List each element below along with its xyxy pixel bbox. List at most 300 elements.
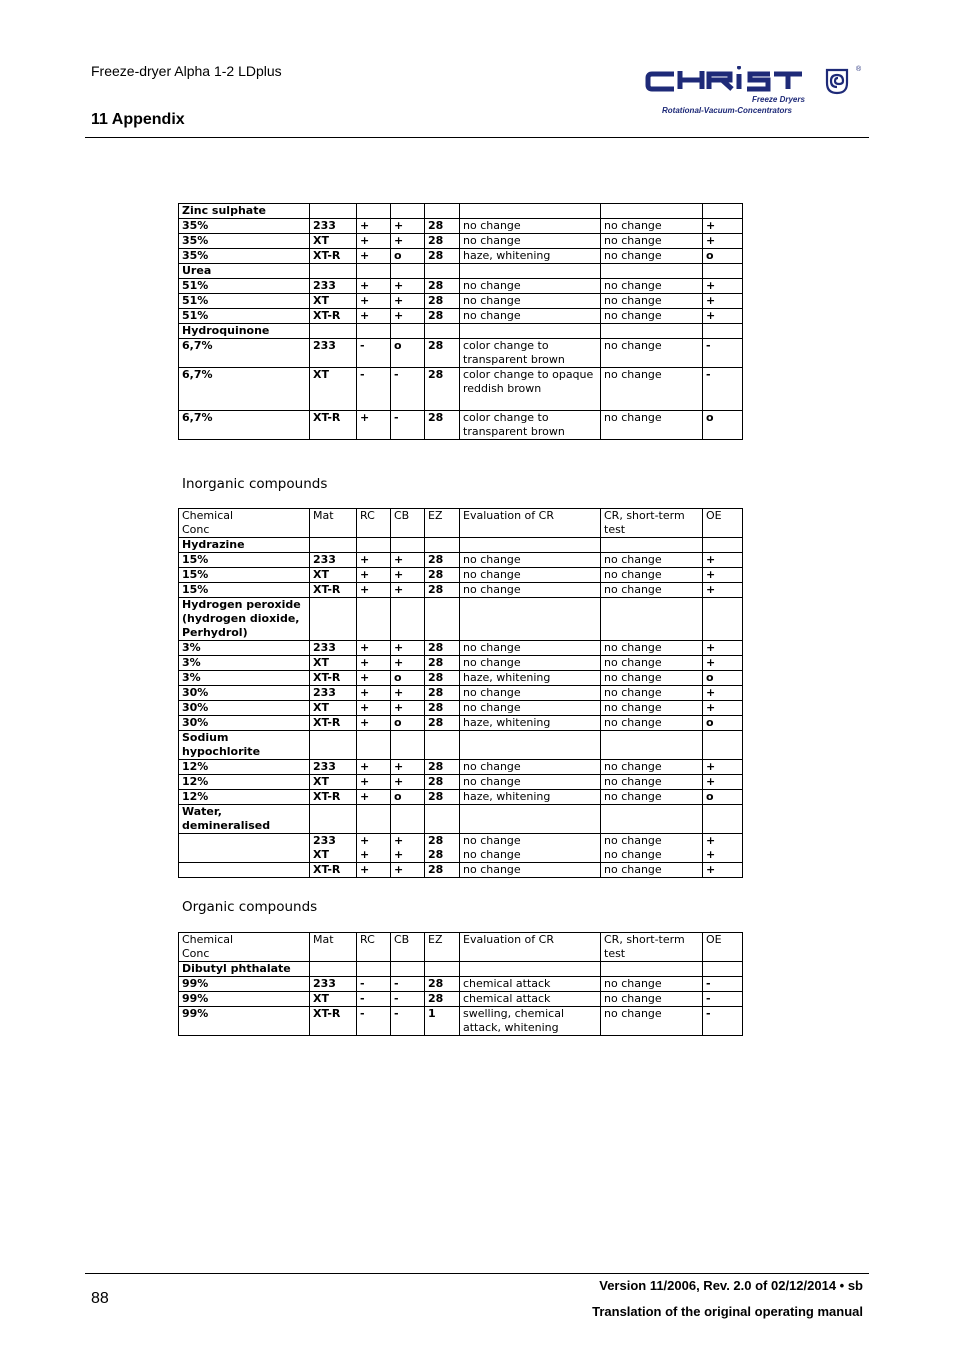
oe-cell: + + — [703, 834, 743, 863]
document-title: Freeze-dryer Alpha 1-2 LDplus — [91, 63, 282, 79]
cb-cell: + — [391, 760, 425, 775]
evaluation-cell — [460, 324, 601, 339]
oe-cell: o — [703, 790, 743, 805]
cb-cell — [391, 962, 425, 977]
table-row — [179, 309, 743, 324]
header-mat-cell: Mat — [310, 509, 357, 538]
header-oe-cell: OE — [703, 509, 743, 538]
chemical-group-row — [179, 731, 743, 760]
cb-cell: + — [391, 686, 425, 701]
evaluation-cell — [460, 204, 601, 219]
rc-cell — [357, 962, 391, 977]
ez-cell: 28 — [425, 249, 460, 264]
mat-cell — [310, 731, 357, 760]
evaluation-cell: no change — [460, 553, 601, 568]
footer-divider — [85, 1273, 869, 1274]
christ-wordmark-icon — [644, 66, 866, 96]
ez-cell — [425, 962, 460, 977]
mat-cell: XT — [310, 656, 357, 671]
short-term-cell — [601, 538, 703, 553]
mat-cell: XT-R — [310, 1007, 357, 1036]
mat-cell — [310, 538, 357, 553]
cb-cell: + + — [391, 834, 425, 863]
chemical-cell: 12% — [179, 775, 310, 790]
oe-cell — [703, 324, 743, 339]
ez-cell: 28 28 — [425, 834, 460, 863]
header-ez-cell: EZ — [425, 509, 460, 538]
rc-cell — [357, 538, 391, 553]
rc-cell — [357, 204, 391, 219]
cb-cell: + — [391, 701, 425, 716]
mat-cell: XT — [310, 368, 357, 411]
mat-cell: XT-R — [310, 863, 357, 878]
chemical-cell — [179, 863, 310, 878]
rc-cell — [357, 731, 391, 760]
ez-cell: 28 — [425, 279, 460, 294]
evaluation-cell: no change — [460, 701, 601, 716]
ez-cell — [425, 731, 460, 760]
header-ez-cell: EZ — [425, 933, 460, 962]
cb-cell — [391, 805, 425, 834]
mat-cell: XT-R — [310, 411, 357, 440]
chemical-cell: Hydrazine — [179, 538, 310, 553]
rc-cell: + — [357, 790, 391, 805]
evaluation-cell: haze, whitening — [460, 790, 601, 805]
chemical-cell: 99% — [179, 977, 310, 992]
table-row — [179, 775, 743, 790]
inorganic-compounds-table — [178, 508, 743, 878]
oe-cell: + — [703, 234, 743, 249]
mat-cell: 233 — [310, 686, 357, 701]
oe-cell: + — [703, 775, 743, 790]
header-mat-cell: Mat — [310, 933, 357, 962]
rc-cell: + — [357, 411, 391, 440]
footer-translation: Translation of the original operating manual — [592, 1304, 863, 1319]
header-short-term-cell: CR, short-term test — [601, 933, 703, 962]
cb-cell: + — [391, 568, 425, 583]
oe-cell: o — [703, 249, 743, 264]
short-term-cell: no change no change — [601, 834, 703, 863]
mat-cell: XT-R — [310, 583, 357, 598]
evaluation-cell — [460, 962, 601, 977]
short-term-cell: no change — [601, 671, 703, 686]
rc-cell: + — [357, 701, 391, 716]
cb-cell — [391, 538, 425, 553]
mat-cell: XT — [310, 568, 357, 583]
rc-cell: + + — [357, 834, 391, 863]
mat-cell: XT — [310, 701, 357, 716]
chemical-cell: 51% — [179, 309, 310, 324]
table-row — [179, 834, 743, 863]
chemical-cell: 12% — [179, 760, 310, 775]
short-term-cell: no change — [601, 790, 703, 805]
organic-heading: Organic compounds — [182, 899, 318, 915]
chemical-cell: Hydrogen peroxide (hydrogen dioxide, Perhydrol) — [179, 598, 310, 641]
table-row — [179, 977, 743, 992]
mat-cell: 233 — [310, 339, 357, 368]
ez-cell: 28 — [425, 553, 460, 568]
page-number: 88 — [91, 1290, 109, 1307]
table-row — [179, 368, 743, 411]
mat-cell: XT — [310, 234, 357, 249]
cb-cell: + — [391, 583, 425, 598]
header-cb-cell: CB — [391, 933, 425, 962]
rc-cell — [357, 598, 391, 641]
cb-cell: + — [391, 641, 425, 656]
mat-cell: 233 — [310, 977, 357, 992]
mat-cell: XT — [310, 294, 357, 309]
oe-cell: - — [703, 339, 743, 368]
rc-cell: + — [357, 760, 391, 775]
mat-cell — [310, 805, 357, 834]
short-term-cell — [601, 264, 703, 279]
evaluation-cell — [460, 264, 601, 279]
ez-cell: 28 — [425, 411, 460, 440]
short-term-cell: no change — [601, 977, 703, 992]
table-row — [179, 992, 743, 1007]
mat-cell: 233 — [310, 219, 357, 234]
mat-cell — [310, 324, 357, 339]
short-term-cell: no change — [601, 339, 703, 368]
short-term-cell: no change — [601, 249, 703, 264]
chemical-cell — [179, 834, 310, 863]
oe-cell: + — [703, 656, 743, 671]
table-header-row — [179, 933, 743, 962]
mat-cell: 233 — [310, 553, 357, 568]
rc-cell: - — [357, 977, 391, 992]
chemical-cell: 15% — [179, 568, 310, 583]
mat-cell: 233 — [310, 760, 357, 775]
evaluation-cell — [460, 731, 601, 760]
chemical-cell: 99% — [179, 1007, 310, 1036]
header-oe-cell: OE — [703, 933, 743, 962]
evaluation-cell: no change no change — [460, 834, 601, 863]
evaluation-cell: swelling, chemical attack, whitening — [460, 1007, 601, 1036]
rc-cell: + — [357, 641, 391, 656]
table-row — [179, 1007, 743, 1036]
chemical-cell: 3% — [179, 671, 310, 686]
table-row — [179, 411, 743, 440]
short-term-cell: no change — [601, 219, 703, 234]
evaluation-cell: no change — [460, 760, 601, 775]
table-row — [179, 279, 743, 294]
short-term-cell: no change — [601, 656, 703, 671]
oe-cell — [703, 204, 743, 219]
chemical-cell: 51% — [179, 294, 310, 309]
evaluation-cell: chemical attack — [460, 977, 601, 992]
chemical-cell: 6,7% — [179, 368, 310, 411]
mat-cell: XT-R — [310, 790, 357, 805]
rc-cell: - — [357, 1007, 391, 1036]
cb-cell: + — [391, 309, 425, 324]
chemical-cell: 99% — [179, 992, 310, 1007]
short-term-cell: no change — [601, 641, 703, 656]
rc-cell: + — [357, 863, 391, 878]
chemical-cell: 3% — [179, 656, 310, 671]
resistance-table-continued — [178, 203, 743, 440]
table-row — [179, 294, 743, 309]
chemical-cell: 6,7% — [179, 411, 310, 440]
ez-cell: 28 — [425, 716, 460, 731]
cb-cell: + — [391, 863, 425, 878]
mat-cell: XT — [310, 775, 357, 790]
evaluation-cell: haze, whitening — [460, 671, 601, 686]
evaluation-cell: no change — [460, 863, 601, 878]
oe-cell — [703, 805, 743, 834]
mat-cell: XT-R — [310, 309, 357, 324]
rc-cell: + — [357, 716, 391, 731]
mat-cell: 233 XT — [310, 834, 357, 863]
ez-cell: 28 — [425, 641, 460, 656]
oe-cell — [703, 962, 743, 977]
cb-cell: + — [391, 656, 425, 671]
chemical-group-row — [179, 805, 743, 834]
short-term-cell: no change — [601, 701, 703, 716]
rc-cell: + — [357, 671, 391, 686]
inorganic-heading: Inorganic compounds — [182, 476, 328, 492]
header-evaluation-cell: Evaluation of CR — [460, 933, 601, 962]
cb-cell: - — [391, 992, 425, 1007]
chemical-cell: 30% — [179, 701, 310, 716]
cb-cell: o — [391, 671, 425, 686]
short-term-cell: no change — [601, 294, 703, 309]
cb-cell — [391, 204, 425, 219]
oe-cell: + — [703, 686, 743, 701]
evaluation-cell — [460, 598, 601, 641]
ez-cell — [425, 805, 460, 834]
ez-cell: 28 — [425, 219, 460, 234]
short-term-cell: no change — [601, 686, 703, 701]
oe-cell: + — [703, 279, 743, 294]
oe-cell: + — [703, 568, 743, 583]
cb-cell: o — [391, 249, 425, 264]
header-chemical-cell: Chemical Conc — [179, 933, 310, 962]
ez-cell: 28 — [425, 234, 460, 249]
oe-cell: o — [703, 671, 743, 686]
header-cb-cell: CB — [391, 509, 425, 538]
oe-cell: + — [703, 863, 743, 878]
mat-cell: 233 — [310, 641, 357, 656]
rc-cell: - — [357, 339, 391, 368]
evaluation-cell: no change — [460, 234, 601, 249]
evaluation-cell: color change to transparent brown — [460, 339, 601, 368]
ez-cell: 28 — [425, 671, 460, 686]
ez-cell: 28 — [425, 760, 460, 775]
short-term-cell: no change — [601, 309, 703, 324]
rc-cell: + — [357, 249, 391, 264]
rc-cell: - — [357, 368, 391, 411]
table-row — [179, 234, 743, 249]
footer-version: Version 11/2006, Rev. 2.0 of 02/12/2014 • sb — [599, 1278, 863, 1293]
chemical-group-row — [179, 962, 743, 977]
chemical-group-row — [179, 324, 743, 339]
evaluation-cell: no change — [460, 583, 601, 598]
cb-cell — [391, 598, 425, 641]
evaluation-cell: haze, whitening — [460, 716, 601, 731]
rc-cell: - — [357, 992, 391, 1007]
evaluation-cell: no change — [460, 568, 601, 583]
ez-cell: 28 — [425, 568, 460, 583]
section-heading: 11 Appendix — [91, 111, 185, 128]
chemical-group-row — [179, 204, 743, 219]
evaluation-cell: no change — [460, 279, 601, 294]
rc-cell: + — [357, 294, 391, 309]
mat-cell — [310, 962, 357, 977]
cb-cell: + — [391, 279, 425, 294]
rc-cell: + — [357, 553, 391, 568]
chemical-cell: Zinc sulphate — [179, 204, 310, 219]
short-term-cell: no change — [601, 411, 703, 440]
short-term-cell: no change — [601, 234, 703, 249]
mat-cell: XT-R — [310, 249, 357, 264]
evaluation-cell: color change to opaque reddish brown — [460, 368, 601, 411]
registered-mark: ® — [856, 66, 862, 73]
evaluation-cell: color change to transparent brown — [460, 411, 601, 440]
mat-cell — [310, 264, 357, 279]
cb-cell: o — [391, 790, 425, 805]
chemical-cell: 15% — [179, 583, 310, 598]
ez-cell — [425, 324, 460, 339]
cb-cell: o — [391, 716, 425, 731]
oe-cell — [703, 538, 743, 553]
header-short-term-cell: CR, short-term test — [601, 509, 703, 538]
oe-cell: - — [703, 368, 743, 411]
short-term-cell: no change — [601, 368, 703, 411]
oe-cell — [703, 264, 743, 279]
short-term-cell: no change — [601, 992, 703, 1007]
oe-cell: + — [703, 553, 743, 568]
ez-cell: 28 — [425, 775, 460, 790]
evaluation-cell: no change — [460, 686, 601, 701]
rc-cell: + — [357, 234, 391, 249]
table-row — [179, 553, 743, 568]
cb-cell: + — [391, 294, 425, 309]
cb-cell: + — [391, 234, 425, 249]
oe-cell: + — [703, 219, 743, 234]
cb-cell: - — [391, 977, 425, 992]
rc-cell — [357, 324, 391, 339]
table-row — [179, 790, 743, 805]
chemical-group-row — [179, 538, 743, 553]
short-term-cell: no change — [601, 775, 703, 790]
table-row — [179, 863, 743, 878]
ez-cell: 28 — [425, 339, 460, 368]
oe-cell: + — [703, 583, 743, 598]
chemical-cell: 6,7% — [179, 339, 310, 368]
chemical-cell: 51% — [179, 279, 310, 294]
ez-cell: 28 — [425, 790, 460, 805]
cb-cell — [391, 731, 425, 760]
chemical-cell: 35% — [179, 234, 310, 249]
oe-cell: o — [703, 411, 743, 440]
christ-logo — [644, 66, 866, 118]
mat-cell — [310, 598, 357, 641]
table-row — [179, 583, 743, 598]
short-term-cell: no change — [601, 863, 703, 878]
table-header-row — [179, 509, 743, 538]
short-term-cell: no change — [601, 279, 703, 294]
rc-cell: + — [357, 219, 391, 234]
evaluation-cell: no change — [460, 219, 601, 234]
table-row — [179, 641, 743, 656]
cb-cell: + — [391, 219, 425, 234]
mat-cell: 233 — [310, 279, 357, 294]
short-term-cell: no change — [601, 553, 703, 568]
table-row — [179, 219, 743, 234]
ez-cell: 28 — [425, 583, 460, 598]
cb-cell: o — [391, 339, 425, 368]
cb-cell — [391, 324, 425, 339]
oe-cell: + — [703, 641, 743, 656]
short-term-cell: no change — [601, 716, 703, 731]
chemical-cell: Dibutyl phthalate — [179, 962, 310, 977]
table-row — [179, 339, 743, 368]
chemical-cell: 30% — [179, 716, 310, 731]
ez-cell: 28 — [425, 701, 460, 716]
short-term-cell: no change — [601, 1007, 703, 1036]
rc-cell: + — [357, 309, 391, 324]
evaluation-cell — [460, 538, 601, 553]
evaluation-cell: no change — [460, 656, 601, 671]
chemical-cell: 3% — [179, 641, 310, 656]
table-row — [179, 701, 743, 716]
mat-cell: XT-R — [310, 671, 357, 686]
chemical-cell: 35% — [179, 249, 310, 264]
header-divider — [85, 137, 869, 138]
table-row — [179, 656, 743, 671]
oe-cell: + — [703, 309, 743, 324]
header-rc-cell: RC — [357, 933, 391, 962]
evaluation-cell: no change — [460, 775, 601, 790]
ez-cell: 28 — [425, 686, 460, 701]
rc-cell: + — [357, 583, 391, 598]
ez-cell: 28 — [425, 863, 460, 878]
chemical-cell: Hydroquinone — [179, 324, 310, 339]
ez-cell — [425, 598, 460, 641]
evaluation-cell — [460, 805, 601, 834]
header-evaluation-cell: Evaluation of CR — [460, 509, 601, 538]
oe-cell: - — [703, 1007, 743, 1036]
ez-cell: 28 — [425, 977, 460, 992]
short-term-cell — [601, 962, 703, 977]
cb-cell: + — [391, 775, 425, 790]
rc-cell: + — [357, 775, 391, 790]
oe-cell: + — [703, 294, 743, 309]
logo-tagline-freeze-dryers: Freeze Dryers — [752, 95, 805, 104]
ez-cell: 28 — [425, 294, 460, 309]
short-term-cell — [601, 324, 703, 339]
ez-cell: 28 — [425, 368, 460, 411]
rc-cell: + — [357, 686, 391, 701]
chemical-cell: Sodium hypochlorite — [179, 731, 310, 760]
header-rc-cell: RC — [357, 509, 391, 538]
logo-tagline-concentrators: Rotational-Vacuum-Concentrators — [662, 106, 792, 115]
rc-cell — [357, 264, 391, 279]
table-row — [179, 686, 743, 701]
ez-cell: 1 — [425, 1007, 460, 1036]
mat-cell: XT-R — [310, 716, 357, 731]
chemical-group-row — [179, 264, 743, 279]
short-term-cell: no change — [601, 568, 703, 583]
evaluation-cell: haze, whitening — [460, 249, 601, 264]
cb-cell: - — [391, 411, 425, 440]
ez-cell: 28 — [425, 992, 460, 1007]
ez-cell — [425, 538, 460, 553]
rc-cell: + — [357, 279, 391, 294]
oe-cell: + — [703, 701, 743, 716]
rc-cell: + — [357, 656, 391, 671]
short-term-cell — [601, 204, 703, 219]
